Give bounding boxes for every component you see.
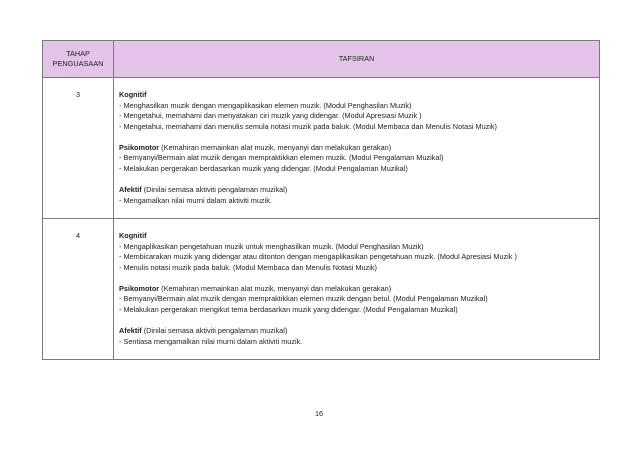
psikomotor-title: Psikomotor bbox=[119, 142, 160, 152]
psikomotor-item: - Bernyanyi/Bermain alat muzik dengan mempraktikkan elemen muzik. (Modul Pengalaman Muzikal) bbox=[119, 153, 444, 163]
header-tafsiran: TAFSIRAN bbox=[114, 41, 600, 78]
afektif-note: (Dinilai semasa aktiviti pengalaman muzikal) bbox=[141, 184, 288, 194]
psikomotor-heading bbox=[119, 143, 593, 154]
kognitif-item: - Menulis notasi muzik pada baluk. (Modul Membaca dan Menulis Notasi Muzik) bbox=[119, 262, 377, 272]
kognitif-item: - Mengetahui, memahami dan menyatakan ciri muzik yang didengar. (Modul Apresiasi Muzik ) bbox=[119, 111, 422, 121]
psikomotor-note: (Kemahiran memainkan alat muzik, menyanyi dan melakukan gerakan) bbox=[159, 283, 392, 293]
afektif-heading bbox=[119, 326, 593, 337]
afektif-title: Afektif bbox=[119, 326, 142, 336]
kognitif-title: Kognitif bbox=[119, 90, 147, 99]
header-tahap-penguasaan bbox=[43, 41, 114, 78]
psikomotor-heading bbox=[119, 284, 593, 295]
level-cell: 4 bbox=[43, 219, 114, 360]
kognitif-title: Kognitif bbox=[119, 231, 147, 241]
psikomotor-item: - Melakukan pergerakan berdasarkan muzik yang didengar. (Modul Pengalaman Muzikal) bbox=[119, 163, 408, 173]
kognitif-item: - Mengetahui, memahami dan menulis semula notasi muzik pada baluk. (Modul Membaca dan Menulis Notasi Muzik) bbox=[119, 121, 497, 131]
psikomotor-item: - Melakukan pergerakan mengikut tema berdasarkan muzik yang didengar. (Modul Pengalaman Muzikal) bbox=[119, 305, 458, 315]
kognitif-item: - Menghasilkan muzik dengan mengaplikasikan elemen muzik. (Modul Penghasilan Muzik) bbox=[119, 100, 412, 110]
afektif-item: - Mengamalkan nilai murni dalam aktiviti muzik. bbox=[119, 195, 272, 205]
description-cell bbox=[114, 219, 600, 360]
afektif-item: - Sentiasa mengamalkan nilai murni dalam aktiviti muzik. bbox=[119, 336, 303, 346]
header-penguasaan: PENGUASAAN bbox=[52, 59, 104, 68]
table-row bbox=[43, 219, 600, 360]
psikomotor-note: (Kemahiran memainkan alat muzik, menyanyi dan melakukan gerakan) bbox=[159, 142, 392, 152]
afektif-heading bbox=[119, 185, 593, 196]
page-number: 16 bbox=[314, 409, 324, 418]
afektif-note: (Dinilai semasa aktiviti pengalaman muzikal) bbox=[141, 326, 288, 336]
table-row bbox=[43, 78, 600, 219]
kognitif-item: - Membicarakan muzik yang didengar atau ditonton dengan mengaplikasikan pengetahuan muzik. (Modul Apresiasi Muzik ) bbox=[119, 252, 517, 262]
kognitif-item: - Mengaplikasikan pengetahuan muzik untuk menghasilkan muzik. (Modul Penghasilan Muzik) bbox=[119, 241, 424, 251]
afektif-title: Afektif bbox=[119, 184, 142, 194]
level-cell: 3 bbox=[43, 78, 114, 219]
header-tahap: TAHAP bbox=[66, 49, 90, 58]
psikomotor-item: - Bernyanyi/Bermain alat muzik dengan mempraktikkan elemen muzik dengan betul. (Modul Pengalaman Muzikal) bbox=[119, 294, 488, 304]
table-header-row bbox=[43, 41, 600, 78]
description-cell bbox=[114, 78, 600, 219]
assessment-table bbox=[42, 40, 600, 360]
psikomotor-title: Psikomotor bbox=[119, 283, 160, 293]
